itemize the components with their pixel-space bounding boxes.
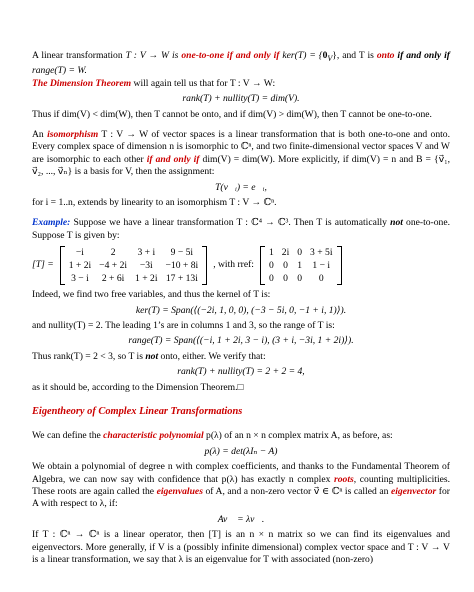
matrix-cell: 0 xyxy=(283,260,288,272)
text: We obtain a polynomial of degree n with complex coefficients, and thanks to the Fundamental Theorem of Algebra, we can now say with confidence that p(λ) has exactly n complex xyxy=(32,461,450,485)
term-eigenvalues: eigenvalues xyxy=(156,486,203,498)
text: dim(V) = dim(W). More explicitly, if dim(V) = n and B = {v⃗₁, v⃗₂, ..., v⃗ₙ} is a basis for V, then the assignment: xyxy=(32,153,450,178)
term-eigenvector: eigenvector xyxy=(390,486,437,498)
text: p(λ) of an n × n complex matrix A, as before, as: xyxy=(203,430,393,442)
matrix-rref xyxy=(260,246,342,285)
term-isomorphism: isomorphism xyxy=(47,128,99,140)
text: Thus rank(T) = 2 < 3, so T is xyxy=(32,350,146,362)
text: for A with respect to λ, if: xyxy=(32,486,450,510)
matrix-cell: 0 xyxy=(283,273,288,285)
paragraph-rank xyxy=(32,351,450,363)
text: T : V → W of vector spaces is a linear transformation that is both one-to-one and onto. Every complex space of dimension n is isomorphic to ℂⁿ, and two finite-dimensional vector spaces V and W are isomorphic to each other xyxy=(32,128,450,165)
matrix-cell: 0 xyxy=(297,273,303,285)
text: ker(T) = { xyxy=(279,50,323,61)
paragraph-characteristic-polynomial xyxy=(32,430,450,442)
matrix-cell: 1 xyxy=(268,247,274,259)
matrix-row xyxy=(65,246,203,259)
equation-eigen: Av⃗ = λv⃗. xyxy=(217,513,265,525)
text: , counting multiplicities. These roots are again called the xyxy=(32,473,450,498)
zero-vector: 0 xyxy=(322,50,328,61)
paragraph-dimension-consequence: Thus if dim(V) < dim(W), then T cannot be onto, and if dim(V) > dim(W), then T cannot be one-to-one. xyxy=(32,108,432,120)
term-roots: roots xyxy=(334,473,354,485)
matrix-cell: 0 xyxy=(268,260,274,272)
equation-basis-assignment: T(v⃗ᵢ) = e⃗ᵢ, xyxy=(215,181,267,193)
matrix-cell: 1 + 2i xyxy=(68,260,92,272)
emphasis-not: not xyxy=(390,217,403,229)
paragraph-dimension-theorem xyxy=(32,78,450,90)
matrix-cell: 17 + 13i xyxy=(165,273,198,285)
iff-phrase: if and only if xyxy=(394,50,450,61)
paragraph-linear-operator: If T : ℂⁿ → ℂⁿ is a linear operator, then [T] is an n × n matrix so we can find its eigenvalues and eigenvectors. More generally, if V is a (possibly infinite dimensional) complex vector space and T : V → V is a linear transformation, we say that λ is an eigenvalue for T with associated (non-zero) xyxy=(32,529,450,566)
matrix-cell: 3 − i xyxy=(71,273,89,285)
text: : V → W is xyxy=(130,50,182,61)
term-dimension-theorem: The Dimension Theorem xyxy=(32,77,132,89)
rref-connector: , with rref: xyxy=(213,259,254,271)
matrix-cell: −3i xyxy=(139,260,153,272)
paragraph-example xyxy=(32,217,450,242)
iff-phrase: if and only if xyxy=(223,50,280,61)
term-onto: onto xyxy=(376,50,395,61)
matrix-cell: 1 xyxy=(297,260,303,272)
matrix-row xyxy=(65,272,203,285)
matrix-row xyxy=(265,246,337,259)
paragraph-one-to-one-onto xyxy=(32,50,450,78)
text: An xyxy=(32,128,48,140)
text: Suppose we have a linear transformation T : ℂ⁴ → ℂ³. Then T is automatically xyxy=(70,217,391,229)
right-bracket xyxy=(202,246,207,285)
matrix-cell: 2 + 6i xyxy=(101,273,125,285)
matrix-row xyxy=(265,259,337,272)
matrix-cell: −10 + 8i xyxy=(165,260,199,272)
matrix-cell: 0 xyxy=(318,273,324,285)
text: one-to-one. Suppose T is given by: xyxy=(32,217,451,241)
equation-rank-sum: rank(T) + nullity(T) = 2 + 2 = 4, xyxy=(177,366,305,378)
paragraph-extends-linearity: for i = 1..n, extends by linearity to an isomorphism T : V → ℂⁿ. xyxy=(32,196,277,208)
matrix-cell: −i xyxy=(75,247,84,259)
paragraph-eigenvalues xyxy=(32,461,450,511)
term-characteristic-polynomial: characteristic polynomial xyxy=(103,430,204,442)
matrix-label: [T] = xyxy=(32,259,54,271)
term-one-to-one: one-to-one xyxy=(181,50,224,61)
subscript: V xyxy=(327,53,333,63)
matrix-example-row xyxy=(32,246,450,285)
text: will again tell us that for T : V → W: xyxy=(131,77,276,89)
text: T xyxy=(125,50,131,61)
matrix-cell: 0 xyxy=(268,273,274,285)
paragraph-conclusion: as it should be, according to the Dimension Theorem.□ xyxy=(32,381,244,393)
matrix-row xyxy=(65,259,203,272)
text: We can define the xyxy=(32,430,104,442)
equation-kernel: ker(T) = Span(⟨(−2i, 1, 0, 0), (−3 − 5i, 0, −1 + i, 1)⟩). xyxy=(135,304,347,316)
paragraph-nullity: and nullity(T) = 2. The leading 1’s are in columns 1 and 3, so the range of T is: xyxy=(32,320,335,331)
matrix-cell: 3 + 5i xyxy=(310,247,333,259)
matrix-cell: 9 − 5i xyxy=(170,247,194,259)
equation-range: range(T) = Span(⟨(−i, 1 + 2i, 3 − i), (3 + i, −3i, 1 + 2i)⟩). xyxy=(128,335,354,347)
right-bracket xyxy=(337,246,342,285)
emphasis-not: not xyxy=(145,350,159,362)
section-heading: Eigentheory of Complex Linear Transformations xyxy=(32,406,243,418)
matrix-T xyxy=(60,246,208,285)
matrix-cell: 0 xyxy=(297,247,303,259)
text: }, and T is xyxy=(332,50,377,61)
paragraph-kernel-intro: Indeed, we find two free variables, and thus the kernel of T is: xyxy=(32,289,271,301)
equation-char-poly: p(λ) = det(λIₙ − A) xyxy=(204,445,278,457)
matrix-T-table xyxy=(65,246,203,285)
paragraph-isomorphism xyxy=(32,129,450,179)
matrix-row xyxy=(265,272,337,285)
document-page xyxy=(32,50,450,567)
example-label: Example: xyxy=(32,217,71,229)
matrix-cell: 1 + 2i xyxy=(135,273,158,285)
matrix-cell: 3 + i xyxy=(137,247,156,259)
matrix-cell: −4 + 2i xyxy=(99,260,128,272)
text: range(T) = W. xyxy=(32,65,87,77)
iff-phrase: if and only if xyxy=(146,153,200,165)
matrix-cell: 2 xyxy=(110,247,116,259)
matrix-cell: 1 − i xyxy=(312,260,331,272)
text: of A, and a non-zero vector v⃗ ∈ ℂⁿ is called an xyxy=(202,486,391,498)
matrix-rref-table xyxy=(265,246,337,285)
equation-rank-nullity: rank(T) + nullity(T) = dim(V). xyxy=(182,93,300,105)
text: onto, either. We verify that: xyxy=(158,350,266,362)
text: A linear transformation xyxy=(32,50,126,61)
matrix-cell: 2i xyxy=(281,247,290,259)
